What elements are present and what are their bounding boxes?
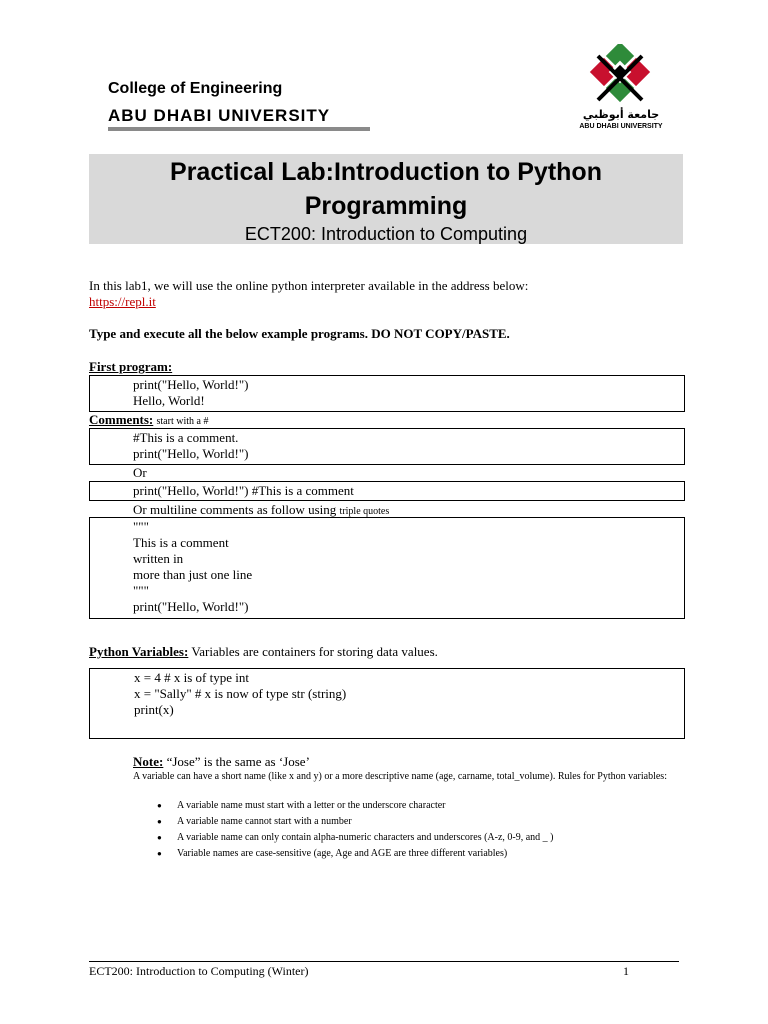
comments-code-box-1 xyxy=(89,428,685,465)
list-item: ● A variable name must start with a letter or the underscore character xyxy=(133,798,673,814)
list-item: ● A variable name cannot start with a number xyxy=(133,814,673,830)
page-title-line2: Programming xyxy=(304,192,468,220)
code-line: x = 4 # x is of type int xyxy=(134,670,249,685)
code-line: print("Hello, World!") #This is a comment xyxy=(133,483,354,498)
intro-text: In this lab1, we will use the online python interpreter available in the address below: xyxy=(89,278,529,293)
code-line: print("Hello, World!") xyxy=(133,599,249,614)
code-line: Hello, World! xyxy=(133,393,205,408)
code-line: print("Hello, World!") xyxy=(133,377,249,392)
comments-code-box-2 xyxy=(89,481,685,501)
comments-code-box-3 xyxy=(89,517,685,619)
code-line: written in xyxy=(133,551,184,566)
code-line: x = "Sally" # x is now of type str (string) xyxy=(134,686,347,701)
rules-list xyxy=(133,798,673,862)
university-logo-icon xyxy=(588,44,652,108)
title-box xyxy=(89,154,683,244)
variables-heading-row xyxy=(89,644,438,660)
list-item: ● Variable names are case-sensitive (age, Age and AGE are three different variables) xyxy=(133,846,673,862)
page-title-line1: Practical Lab:Introduction to Python xyxy=(170,158,602,186)
first-program-code-box xyxy=(89,375,685,412)
multiline-text: Or multiline comments as follow using xyxy=(133,502,337,517)
note-row xyxy=(133,754,310,770)
or-text: Or xyxy=(133,465,147,480)
comments-heading: Comments: xyxy=(89,412,154,427)
variables-description: Variables are containers for storing data values. xyxy=(191,644,438,659)
code-line: more than just one line xyxy=(133,567,253,582)
multiline-note: triple quotes xyxy=(339,506,390,517)
page-subtitle: ECT200: Introduction to Computing xyxy=(244,224,528,244)
instruction-text: Type and execute all the below example programs. DO NOT COPY/PASTE. xyxy=(89,326,510,341)
code-line: print("Hello, World!") xyxy=(133,446,249,461)
code-line: """ xyxy=(133,519,149,534)
college-name: College of Engineering xyxy=(108,80,283,97)
logo-english-text: ABU DHABI UNIVERSITY xyxy=(579,123,663,130)
note-text: “Jose” is the same as ‘Jose’ xyxy=(166,754,310,769)
rules-intro: A variable can have a short name (like x and y) or a more descriptive name (age, carname, total_volume). Rules for Python variables: xyxy=(133,771,667,782)
code-line: """ xyxy=(133,583,149,598)
page-number: 1 xyxy=(623,964,629,978)
list-item: ● A variable name can only contain alpha-numeric characters and underscores (A-z, 0-9, and _ ) xyxy=(133,830,673,846)
university-name: ABU DHABI UNIVERSITY xyxy=(108,106,331,125)
code-line: #This is a comment. xyxy=(133,430,239,445)
repl-link[interactable]: https://repl.it xyxy=(89,294,156,309)
footer-divider xyxy=(89,961,679,962)
code-line: print(x) xyxy=(134,702,174,717)
note-label: Note: xyxy=(133,754,164,769)
code-line: This is a comment xyxy=(133,535,229,550)
variables-heading: Python Variables: xyxy=(89,644,189,659)
university-underline-bar xyxy=(108,127,370,131)
footer-text: ECT200: Introduction to Computing (Winter) xyxy=(89,964,309,978)
first-program-heading: First program: xyxy=(89,359,173,374)
comments-heading-note: start with a # xyxy=(156,416,209,427)
logo-arabic-text: جامعة أبوظبي xyxy=(582,108,660,121)
variables-code-box xyxy=(89,668,685,739)
